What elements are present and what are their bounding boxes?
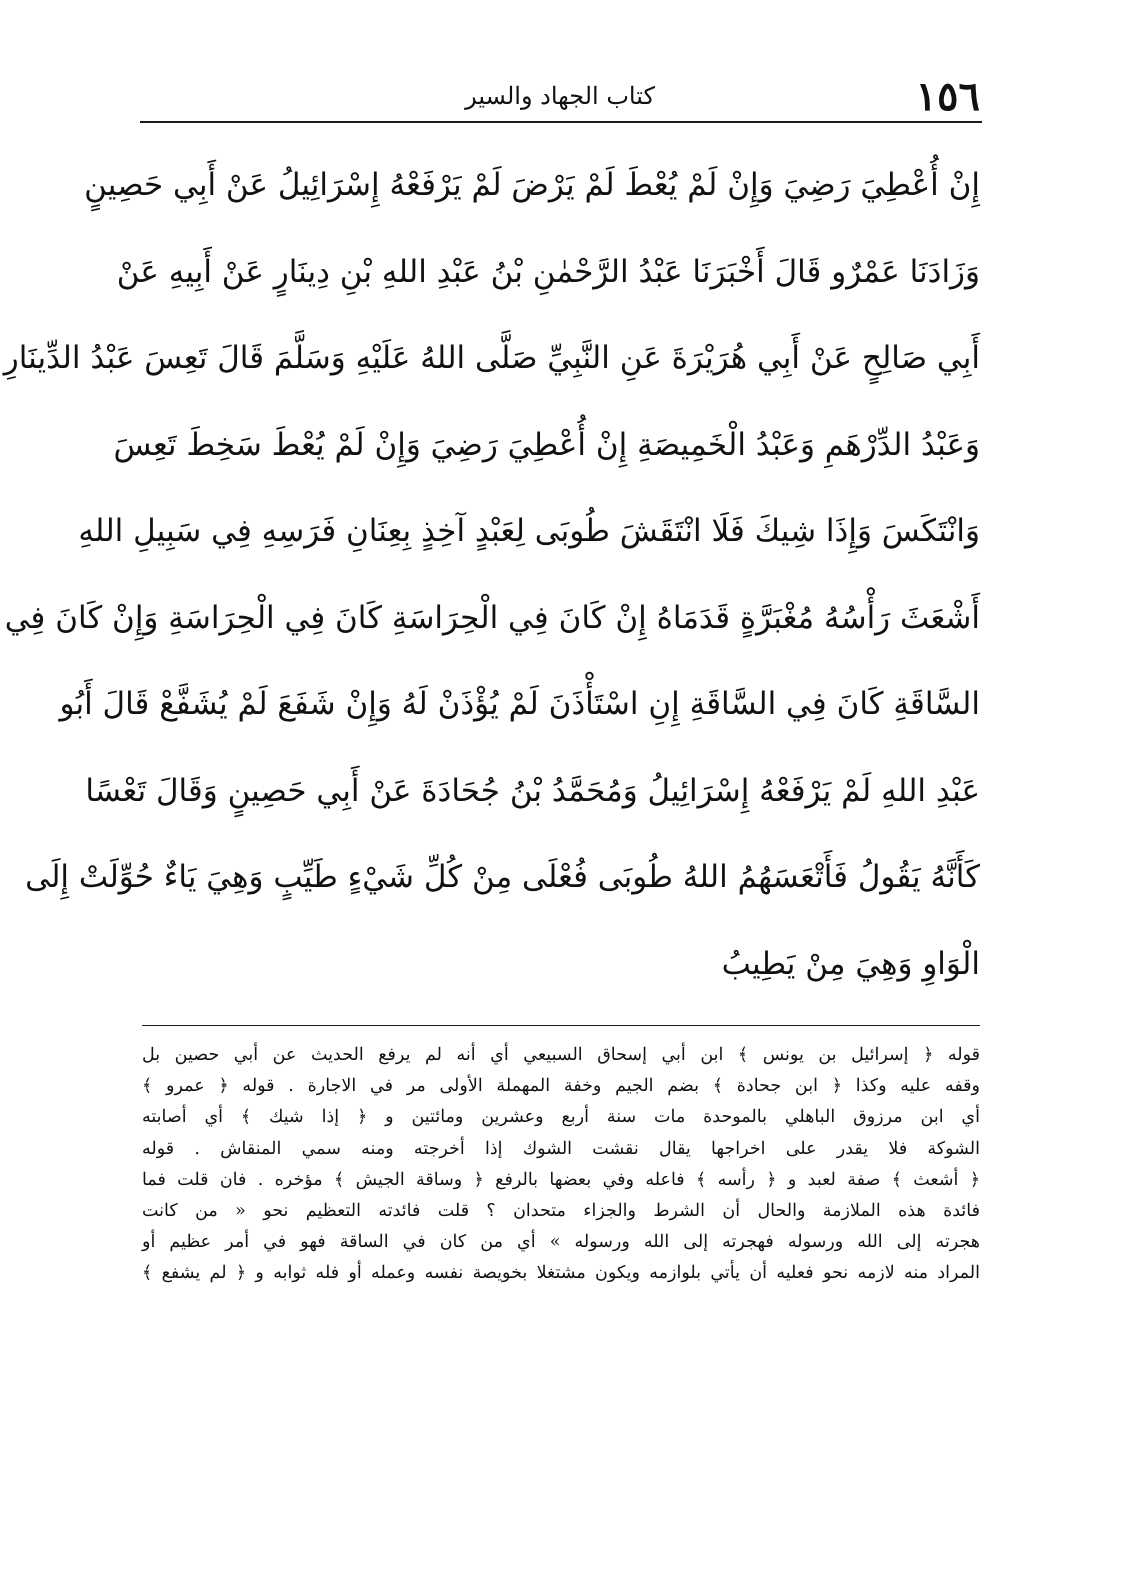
footnote-line: قوله ﴿ إسرائيل بن يونس ﴾ ابن أبي إسحاق السبيعي أي أنه لم يرفع الحديث عن أبي حصين بل: [142, 1045, 980, 1065]
footnote-line: هجرته إلى الله ورسوله فهجرته إلى الله ورسوله » أي من كان في الساقة فهو في أمر عظيم أو: [142, 1232, 980, 1253]
text-line: السَّاقَةِ كَانَ فِي السَّاقَةِ إِنِ اسْتَأْذَنَ لَمْ يُؤْذَنْ لَهُ وَإِنْ شَفَعَ لَمْ يُشَفَّعْ قَالَ أَبُو: [59, 686, 980, 722]
footnote-line: المراد منه لازمه نحو فعليه أن يأتي بلوازمه ويكون مشتغلا بخويصة نفسه وعمله أو فله ثوابه و ﴿ لم يشفع ﴾: [142, 1263, 980, 1284]
page-number: ١٥٦: [915, 73, 980, 120]
commentary-footnotes: [142, 1040, 980, 1290]
footnote-line: ﴿ أشعث ﴾ صفة لعبد و ﴿ رأسه ﴾ فاعله وفي بعضها بالرفع ﴿ وساقة الجيش ﴾ مؤخره . فان قلت فما: [142, 1169, 980, 1190]
hadith-text: [3, 142, 980, 1007]
text-line: أَبِي صَالِحٍ عَنْ أَبِي هُرَيْرَةَ عَنِ النَّبِيِّ صَلَّى اللهُ عَلَيْهِ وَسَلَّمَ قَالَ تَعِسَ عَبْدُ الدِّينَارِ: [3, 340, 980, 376]
footnote-line: أي ابن مرزوق الباهلي بالموحدة مات سنة أربع وعشرين ومائتين و ﴿ إذا شيك ﴾ أي أصابته: [142, 1107, 980, 1128]
page-header: [140, 74, 980, 120]
text-line: الْوَاوِ وَهِيَ مِنْ يَطِيبُ: [721, 945, 980, 982]
text-line: عَبْدِ اللهِ لَمْ يَرْفَعْهُ إِسْرَائِيلُ وَمُحَمَّدُ بْنُ جُحَادَةَ عَنْ أَبِي حَصِينٍ وَقَالَ تَعْسًا: [85, 772, 980, 809]
footnote-line: فائدة هذه الملازمة والحال أن الشرط والجزاء متحدان ؟ قلت فائدته التعظيم نحو « من كانت: [142, 1200, 980, 1221]
running-title: كتاب الجهاد والسير: [465, 82, 655, 110]
text-line: وَعَبْدُ الدِّرْهَمِ وَعَبْدُ الْخَمِيصَةِ إِنْ أُعْطِيَ رَضِيَ وَإِنْ لَمْ يُعْطَ سَخِطَ تَعِسَ: [113, 426, 980, 463]
text-line: أَشْعَثَ رَأْسُهُ مُغْبَرَّةٍ قَدَمَاهُ إِنْ كَانَ فِي الْحِرَاسَةِ كَانَ فِي الْحِرَاسَةِ وَإِنْ كَانَ فِي: [4, 599, 980, 636]
text-line: وَانْتَكَسَ وَإِذَا شِيكَ فَلَا انْتَقَشَ طُوبَى لِعَبْدٍ آخِذٍ بِعِنَانِ فَرَسِهِ فِي سَبِيلِ اللهِ: [78, 513, 980, 549]
footnote-rule: [142, 1025, 980, 1026]
footnote-line: وقفه عليه وكذا ﴿ ابن جحادة ﴾ بضم الجيم وخفة المهملة الأولى مر في الاجارة . قوله ﴿ عمرو ﴾: [142, 1076, 980, 1097]
text-line: وَزَادَنَا عَمْرٌو قَالَ أَخْبَرَنَا عَبْدُ الرَّحْمٰنِ بْنُ عَبْدِ اللهِ بْنِ دِينَارٍ عَنْ أَبِيهِ عَنْ: [116, 253, 980, 290]
text-line: إِنْ أُعْطِيَ رَضِيَ وَإِنْ لَمْ يُعْطَ لَمْ يَرْضَ لَمْ يَرْفَعْهُ إِسْرَائِيلُ عَنْ أَبِي حَصِينٍ: [84, 167, 980, 203]
footnote-line: الشوكة فلا يقدر على اخراجها يقال نقشت الشوك إذا أخرجته ومنه سمي المنقاش . قوله: [142, 1138, 980, 1159]
text-line: كَأَنَّهُ يَقُولُ فَأَتْعَسَهُمُ اللهُ طُوبَى فُعْلَى مِنْ كُلِّ شَيْءٍ طَيِّبٍ وَهِيَ يَاءٌ حُوِّلَتْ إِلَى: [25, 859, 980, 895]
header-rule: [140, 121, 982, 123]
